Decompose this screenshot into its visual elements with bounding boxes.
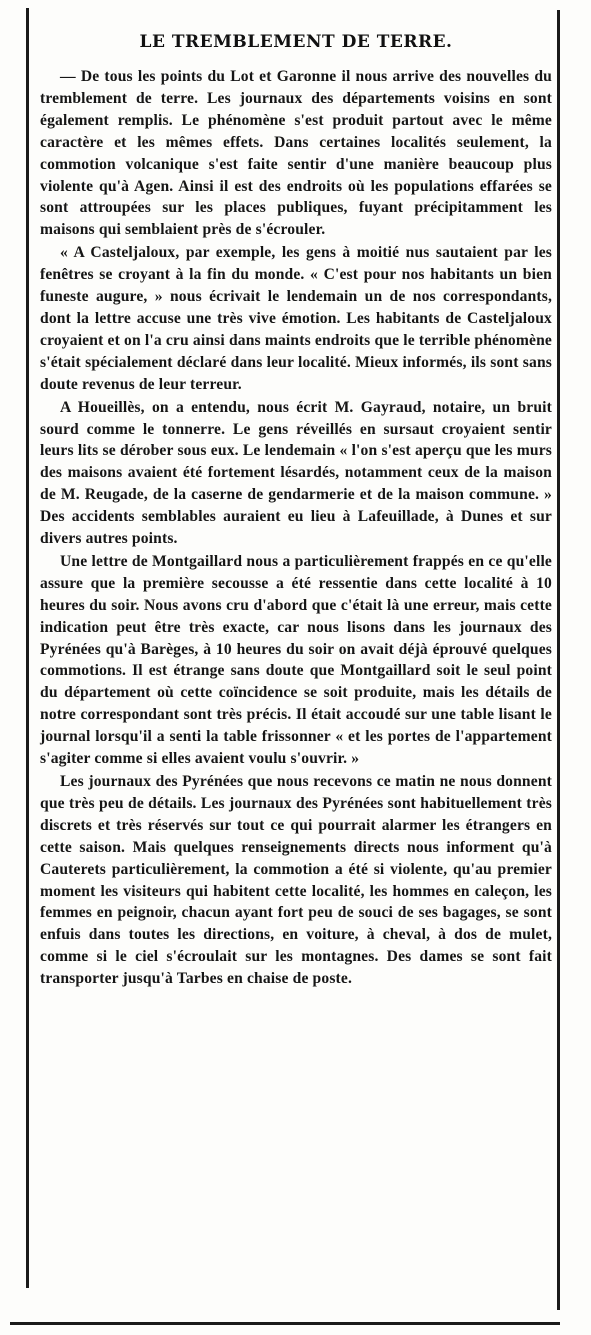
article-headline: LE TREMBLEMENT DE TERRE.: [139, 32, 453, 52]
column-rule-right: [557, 10, 560, 1310]
column-rule-bottom: [10, 1322, 560, 1325]
paragraph-lot-et-garonne: — De tous les points du Lot et Garonne il nous arrive des nouvelles du tremblement de terre. Les journaux des départements voisins en sont également remplis. Le phénomène s'est produit partout avec le même caractère et les mêmes effets. Dans certaines localités seulement, la commotion volcanique s'est faite sentir d'une manière beaucoup plus violente qu'à Agen. Ainsi il est des endroits où les populations effarées se sont attroupées sur les places publiques, fuyant précipitamment les maisons qui semblaient près de s'écrouler.: [40, 68, 552, 239]
paragraph-casteljaloux: « A Casteljaloux, par exemple, les gens à moitié nus sautaient par les fenêtres se croyant à la fin du monde. « C'est pour nos habitants un bien funeste augure, » nous écrivait le lendemain un de nos correspondants, dont la lettre accuse une très vive émotion. Les habitants de Casteljaloux croyaient et on l'a cru ainsi dans maints endroits que le terrible phénomène s'était spécialement déclaré dans leur localité. Mieux informés, ils sont sans doute revenus de leur terreur.: [40, 244, 552, 393]
paragraph-pyrenees: Les journaux des Pyrénées que nous recevons ce matin ne nous donnent que très peu de détails. Les journaux des Pyrénées sont habituellement très discrets et très réservés sur tout ce qui pourrait alarmer les étrangers en cette saison. Mais quelques renseignements directs nous informent qu'à Cauterets particulièrement, la commotion a été si violente, qu'au premier moment les visiteurs qui habitent cette localité, les hommes en caleçon, les femmes en peignoir, chacun ayant fort peu de souci de ses bagages, se sont enfuis dans toutes les directions, en voiture, à cheval, à dos de mulet, comme si le ciel s'écroulait sur les montagnes. Des dames se sont fait transporter jusqu'à Tarbes en chaise de poste.: [40, 773, 552, 988]
paragraph-houeilles: A Houeillès, on a entendu, nous écrit M. Gayraud, notaire, un bruit sourd comme le tonnerre. Le gens réveillés en sursaut croyaient sentir leurs lits se dérober sous eux. Le lendemain « l'on s'est aperçu que les murs des maisons avaient été fortement lésardés, notamment ceux de la maison de M. Reugade, de la caserne de gendarmerie et de la maison commune. » Des accidents semblables auraient eu lieu à Lafeuillade, à Dunes et sur divers autres points.: [40, 398, 552, 548]
paragraph-montgaillard: Une lettre de Montgaillard nous a particulièrement frappés en ce qu'elle assure que la première secousse a été ressentie dans cette localité à 10 heures du soir. Nous avons cru d'abord que c'était là une erreur, mais cette indication peut être très exacte, car nous lisons dans les journaux des Pyrénées qu'à Barèges, à 10 heures du soir on avait déjà éprouvé quelques commotions. Il est étrange sans doute que Montgaillard soit le seul point du département où cette coïncidence se soit produite, mais les détails de notre correspondant sont très précis. Il était accoudé sur une table lisant le journal lorsqu'il a senti la table frissonner « et les portes de l'appartement s'agiter comme si elles avaient voulu s'ouvrir. »: [40, 552, 552, 768]
article-column: [40, 32, 552, 990]
column-rule-left: [26, 8, 29, 1288]
